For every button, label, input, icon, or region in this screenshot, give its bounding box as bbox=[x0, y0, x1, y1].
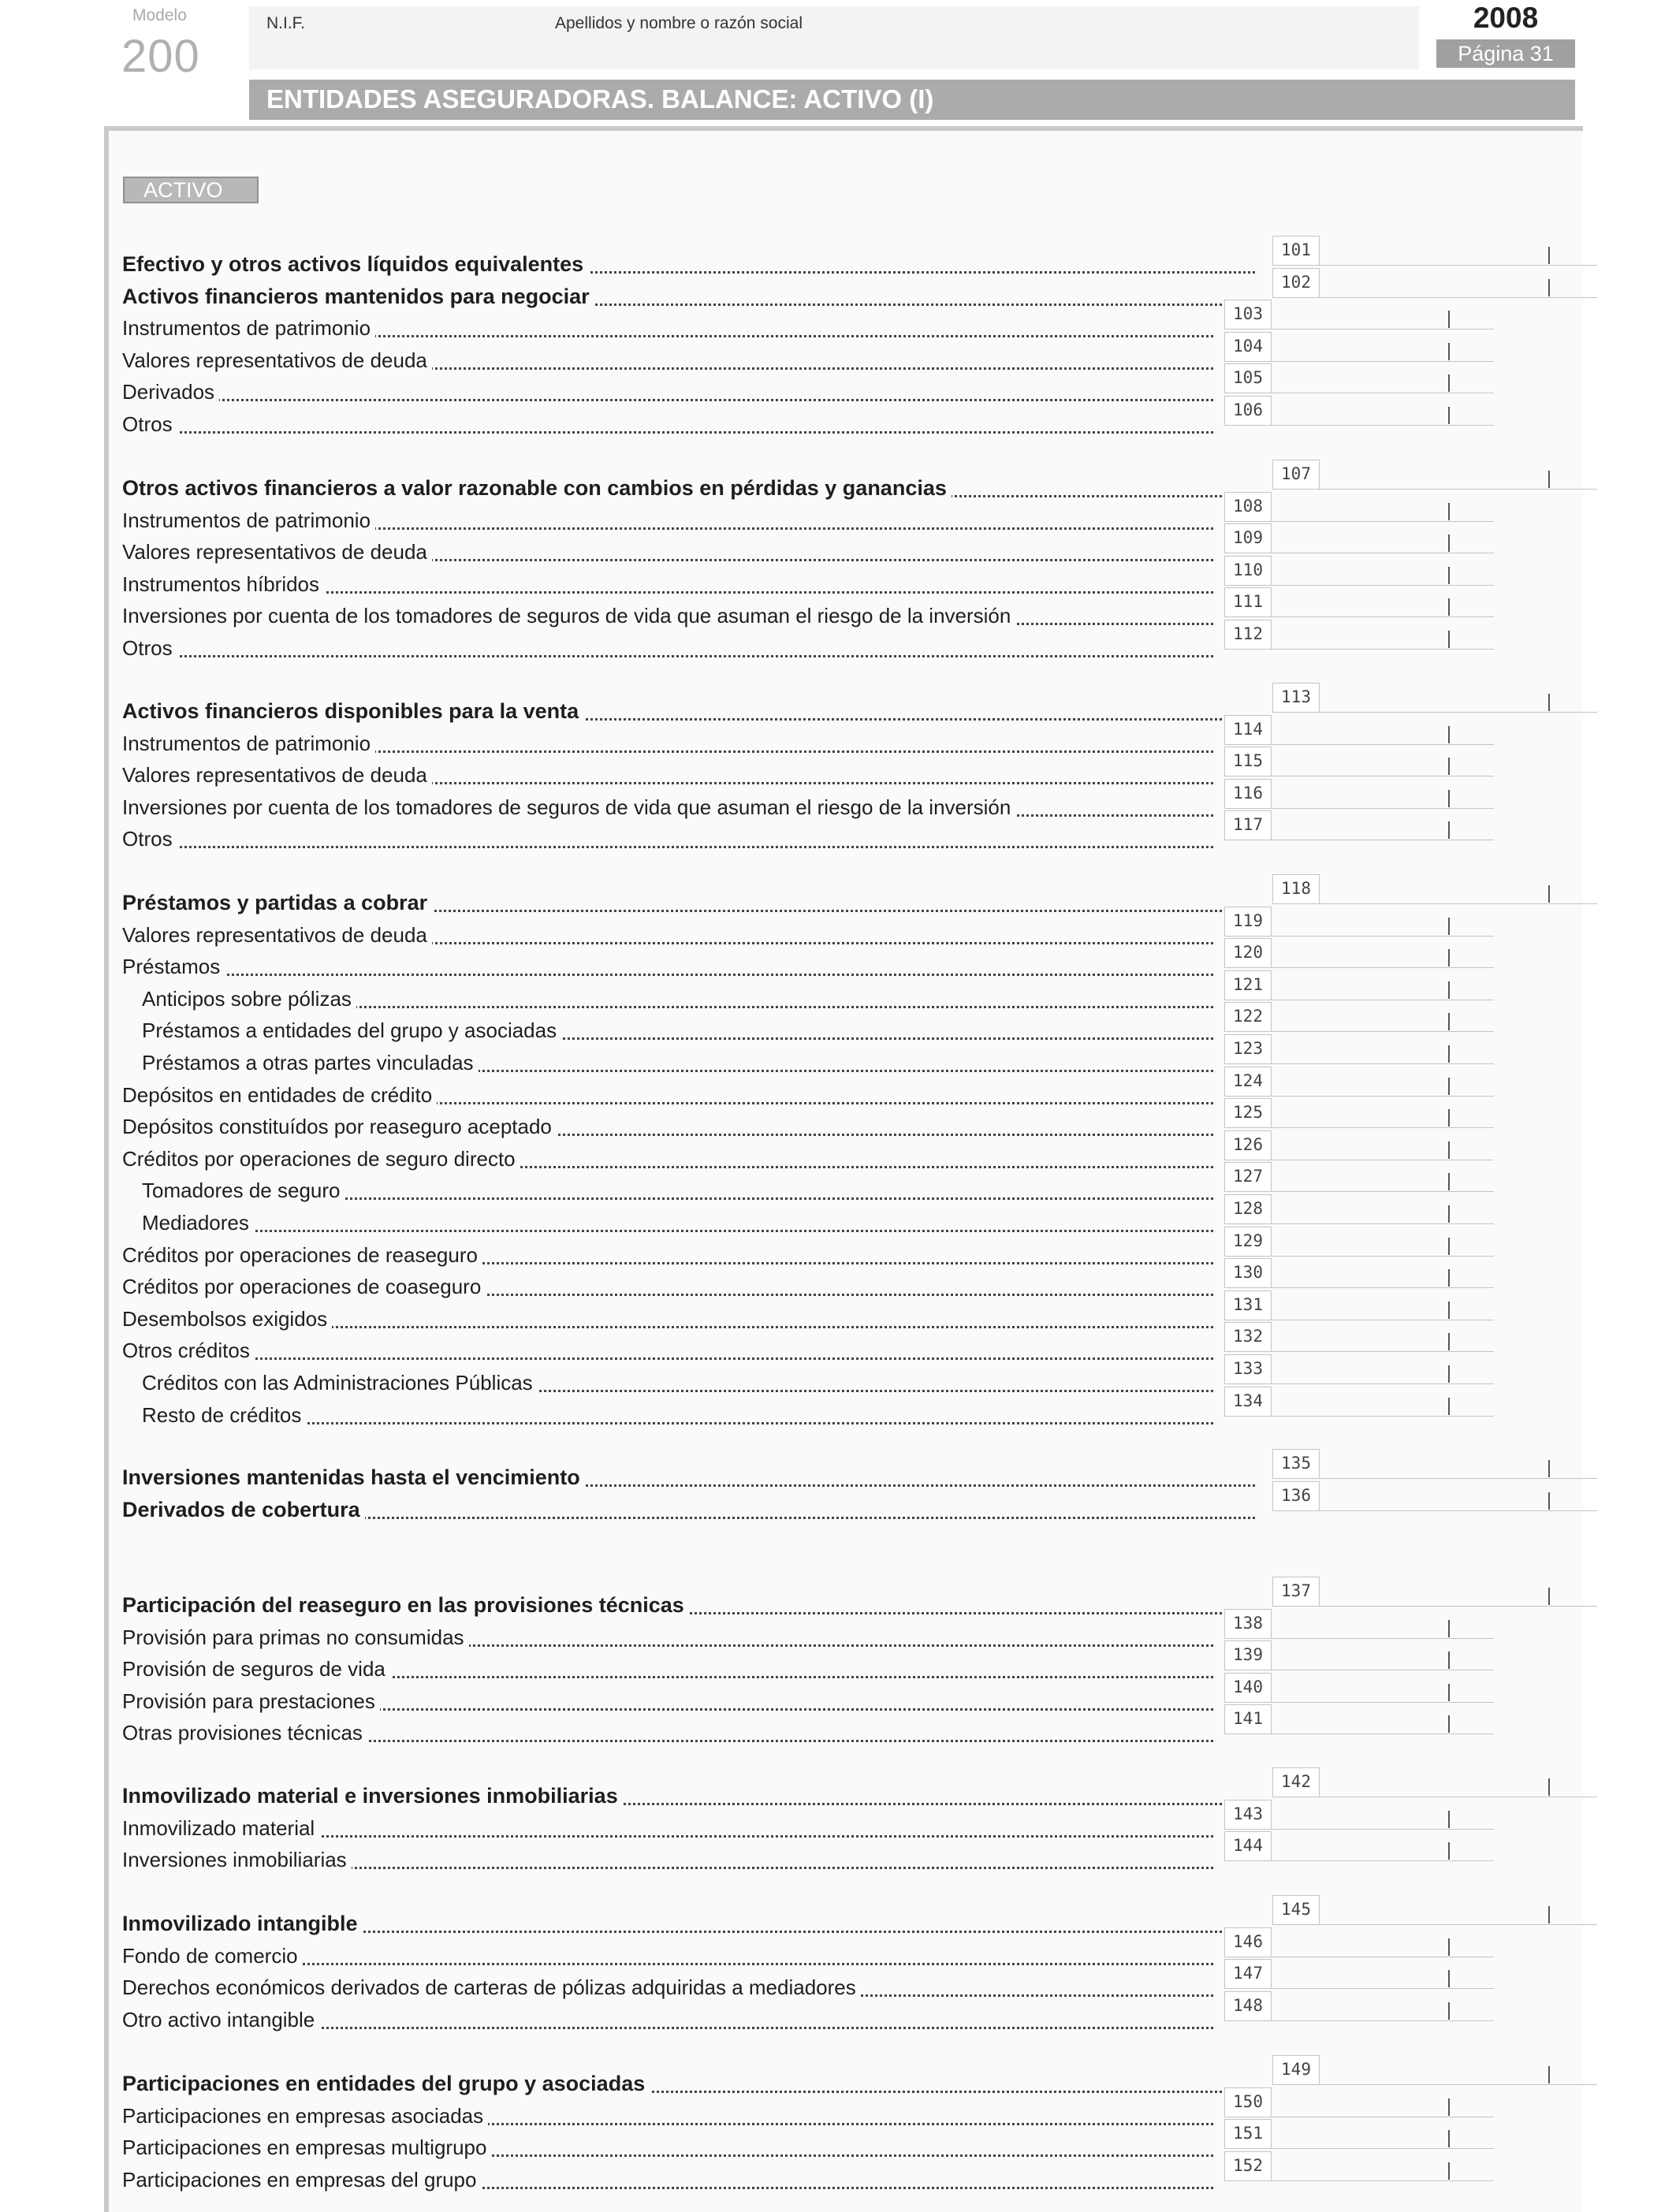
row-label bbox=[122, 1335, 1213, 1366]
row-label-text: Otros bbox=[122, 827, 177, 851]
row-code: 131 bbox=[1224, 1290, 1272, 1320]
amount-input[interactable] bbox=[1272, 363, 1494, 393]
row-label bbox=[122, 1494, 1255, 1525]
amount-input[interactable] bbox=[1272, 1002, 1494, 1032]
decimal-separator bbox=[1448, 374, 1450, 392]
row-label-text: Participaciones en empresas asociadas bbox=[122, 2104, 488, 2128]
row-code: 134 bbox=[1224, 1387, 1272, 1417]
row-code: 137 bbox=[1272, 1577, 1320, 1607]
row-label-text: Depósitos constituídos por reaseguro aceptado bbox=[122, 1115, 557, 1138]
amount-input[interactable] bbox=[1320, 683, 1597, 713]
row-code: 141 bbox=[1224, 1704, 1272, 1734]
row-label-text: Valores representativos de deuda bbox=[122, 923, 432, 947]
row-label bbox=[122, 1079, 1213, 1111]
decimal-separator bbox=[1448, 534, 1450, 552]
decimal-separator bbox=[1548, 1492, 1550, 1510]
amount-input[interactable] bbox=[1272, 1034, 1494, 1064]
row-label bbox=[122, 1972, 1213, 2003]
row-code: 109 bbox=[1224, 523, 1272, 553]
row-code: 118 bbox=[1272, 874, 1320, 904]
amount-input[interactable] bbox=[1272, 1800, 1494, 1830]
row-label bbox=[142, 1015, 1213, 1046]
row-code: 102 bbox=[1272, 268, 1320, 298]
row-label bbox=[122, 1462, 1255, 1493]
row-label bbox=[122, 376, 1213, 408]
row-label bbox=[122, 1940, 1213, 1972]
row-code: 103 bbox=[1224, 300, 1272, 330]
row-code: 128 bbox=[1224, 1194, 1272, 1224]
row-label bbox=[122, 2132, 1213, 2163]
row-code: 107 bbox=[1272, 460, 1320, 490]
decimal-separator bbox=[1548, 694, 1550, 711]
amount-input[interactable] bbox=[1272, 1162, 1494, 1192]
section-tab-activo: ACTIVO bbox=[123, 177, 259, 203]
decimal-separator bbox=[1448, 1684, 1450, 1701]
row-label-text: Otros bbox=[122, 636, 177, 660]
row-label-text: Préstamos y partidas a cobrar bbox=[122, 891, 432, 914]
row-label bbox=[122, 791, 1213, 823]
row-label-text: Inversiones por cuenta de los tomadores de seguros de vida que asuman el riesgo de la inversión bbox=[122, 795, 1015, 819]
row-label bbox=[142, 1367, 1213, 1398]
row-label bbox=[122, 312, 1213, 344]
row-label-text: Otros activos financieros a valor razonable con cambios en pérdidas y ganancias bbox=[122, 476, 952, 500]
row-label-text: Depósitos en entidades de crédito bbox=[122, 1083, 437, 1107]
decimal-separator bbox=[1448, 758, 1450, 775]
decimal-separator bbox=[1448, 2098, 1450, 2116]
row-label-text: Otro activo intangible bbox=[122, 2008, 319, 2031]
row-code: 112 bbox=[1224, 620, 1272, 650]
decimal-separator bbox=[1548, 1588, 1550, 1605]
row-code: 127 bbox=[1224, 1162, 1272, 1192]
decimal-separator bbox=[1548, 1460, 1550, 1477]
decimal-separator bbox=[1548, 279, 1550, 296]
decimal-separator bbox=[1548, 471, 1550, 488]
amount-input[interactable] bbox=[1272, 1927, 1494, 1957]
row-label bbox=[122, 2068, 1255, 2099]
decimal-separator bbox=[1448, 567, 1450, 584]
decimal-separator bbox=[1448, 1970, 1450, 1987]
row-code: 148 bbox=[1224, 1991, 1272, 2021]
row-label bbox=[122, 472, 1255, 504]
row-label-text: Instrumentos de patrimonio bbox=[122, 316, 375, 340]
row-code: 125 bbox=[1224, 1098, 1272, 1128]
decimal-separator bbox=[1448, 343, 1450, 360]
amount-input[interactable] bbox=[1272, 2151, 1494, 2181]
amount-input[interactable] bbox=[1272, 747, 1494, 776]
row-label-text: Resto de créditos bbox=[142, 1403, 306, 1427]
row-code: 124 bbox=[1224, 1067, 1272, 1097]
row-code: 132 bbox=[1224, 1322, 1272, 1352]
amount-input[interactable] bbox=[1272, 1640, 1494, 1670]
row-label bbox=[122, 951, 1213, 982]
row-code: 145 bbox=[1272, 1895, 1320, 1925]
row-label bbox=[142, 1175, 1213, 1206]
decimal-separator bbox=[1448, 1842, 1450, 1860]
nombre-label: Apellidos y nombre o razón social bbox=[555, 14, 803, 32]
amount-input[interactable] bbox=[1272, 587, 1494, 617]
amount-input[interactable] bbox=[1272, 970, 1494, 1000]
amount-input[interactable] bbox=[1272, 1831, 1494, 1861]
row-label bbox=[122, 919, 1213, 951]
modelo-label: Modelo bbox=[132, 6, 187, 24]
row-label bbox=[122, 823, 1213, 855]
row-label-text: Fondo de comercio bbox=[122, 1944, 303, 1968]
row-label bbox=[122, 344, 1213, 376]
row-code: 105 bbox=[1224, 363, 1272, 393]
row-label bbox=[122, 1717, 1213, 1748]
row-label-text: Valores representativos de deuda bbox=[122, 348, 432, 372]
row-code: 116 bbox=[1224, 779, 1272, 809]
amount-input[interactable] bbox=[1272, 1227, 1494, 1257]
amount-input[interactable] bbox=[1272, 2087, 1494, 2117]
decimal-separator bbox=[1448, 1811, 1450, 1828]
row-label-text: Derechos económicos derivados de carteras de pólizas adquiridas a mediadores bbox=[122, 1976, 861, 1999]
row-label-text: Activos financieros disponibles para la venta bbox=[122, 699, 583, 723]
nif-label: N.I.F. bbox=[266, 14, 306, 32]
row-label-text: Créditos por operaciones de reaseguro bbox=[122, 1243, 482, 1267]
decimal-separator bbox=[1448, 2130, 1450, 2147]
decimal-separator bbox=[1448, 503, 1450, 520]
row-label bbox=[122, 1303, 1213, 1335]
amount-input[interactable] bbox=[1320, 1481, 1597, 1511]
row-label-text: Desembolsos exigidos bbox=[122, 1307, 332, 1331]
amount-input[interactable] bbox=[1320, 460, 1597, 490]
amount-input[interactable] bbox=[1272, 2119, 1494, 2149]
amount-input[interactable] bbox=[1272, 556, 1494, 586]
amount-input[interactable] bbox=[1320, 2055, 1597, 2085]
amount-input[interactable] bbox=[1272, 1704, 1494, 1734]
decimal-separator bbox=[1448, 598, 1450, 616]
decimal-separator bbox=[1448, 1078, 1450, 1095]
amount-input[interactable] bbox=[1272, 492, 1494, 522]
row-label-text: Otros créditos bbox=[122, 1339, 255, 1362]
decimal-separator bbox=[1448, 1013, 1450, 1030]
amount-input[interactable] bbox=[1320, 236, 1597, 266]
row-label bbox=[122, 1908, 1255, 1939]
row-code: 117 bbox=[1224, 810, 1272, 840]
decimal-separator bbox=[1448, 1398, 1450, 1415]
amount-input[interactable] bbox=[1272, 620, 1494, 650]
amount-input[interactable] bbox=[1320, 1577, 1597, 1607]
page-title: ENTIDADES ASEGURADORAS. BALANCE: ACTIVO (I) bbox=[266, 84, 934, 114]
row-label bbox=[122, 2164, 1213, 2195]
row-code: 147 bbox=[1224, 1959, 1272, 1989]
amount-input[interactable] bbox=[1272, 1991, 1494, 2021]
row-code: 108 bbox=[1224, 492, 1272, 522]
row-label-text: Derivados de cobertura bbox=[122, 1498, 365, 1521]
amount-input[interactable] bbox=[1320, 874, 1597, 904]
row-label-text: Inmovilizado intangible bbox=[122, 1912, 363, 1935]
amount-input[interactable] bbox=[1272, 1130, 1494, 1160]
row-code: 150 bbox=[1224, 2087, 1272, 2117]
row-code: 106 bbox=[1224, 396, 1272, 426]
row-label-text: Inversiones inmobiliarias bbox=[122, 1848, 352, 1871]
amount-input[interactable] bbox=[1272, 332, 1494, 362]
amount-input[interactable] bbox=[1272, 1194, 1494, 1224]
row-label bbox=[142, 1047, 1213, 1078]
row-label bbox=[142, 1399, 1213, 1431]
row-code: 138 bbox=[1224, 1609, 1272, 1639]
decimal-separator bbox=[1448, 407, 1450, 424]
row-label-text: Instrumentos de patrimonio bbox=[122, 508, 375, 532]
row-code: 115 bbox=[1224, 747, 1272, 776]
decimal-separator bbox=[1548, 2066, 1550, 2084]
row-label-text: Provisión para prestaciones bbox=[122, 1689, 380, 1713]
decimal-separator bbox=[1448, 1715, 1450, 1733]
row-label bbox=[122, 759, 1213, 791]
row-code: 143 bbox=[1224, 1800, 1272, 1830]
row-label bbox=[122, 1685, 1213, 1717]
decimal-separator bbox=[1448, 1045, 1450, 1063]
row-code: 135 bbox=[1272, 1449, 1320, 1479]
row-label bbox=[122, 536, 1213, 568]
amount-input[interactable] bbox=[1272, 1098, 1494, 1128]
row-label-text: Activos financieros mantenidos para negociar bbox=[122, 285, 594, 308]
modelo-number: 200 bbox=[121, 31, 200, 82]
decimal-separator bbox=[1448, 790, 1450, 807]
amount-input[interactable] bbox=[1272, 1959, 1494, 1989]
row-label bbox=[122, 1780, 1255, 1812]
row-label bbox=[122, 281, 1255, 312]
row-code: 152 bbox=[1224, 2151, 1272, 2181]
row-label bbox=[122, 2004, 1213, 2035]
decimal-separator bbox=[1448, 1141, 1450, 1159]
row-code: 111 bbox=[1224, 587, 1272, 617]
amount-input[interactable] bbox=[1272, 1322, 1494, 1352]
row-label bbox=[122, 632, 1213, 664]
row-code: 120 bbox=[1224, 938, 1272, 968]
decimal-separator bbox=[1448, 311, 1450, 328]
row-code: 149 bbox=[1272, 2055, 1320, 2085]
row-label-text: Participación del reaseguro en las provisiones técnicas bbox=[122, 1593, 689, 1617]
decimal-separator bbox=[1448, 1652, 1450, 1669]
amount-input[interactable] bbox=[1272, 1673, 1494, 1703]
decimal-separator bbox=[1448, 631, 1450, 648]
row-label-text: Créditos con las Administraciones Públicas bbox=[142, 1371, 538, 1395]
row-label bbox=[122, 1239, 1213, 1271]
amount-input[interactable] bbox=[1272, 1387, 1494, 1417]
row-label-text: Préstamos a entidades del grupo y asociadas bbox=[142, 1018, 561, 1042]
decimal-separator bbox=[1448, 821, 1450, 839]
amount-input[interactable] bbox=[1272, 396, 1494, 426]
decimal-separator bbox=[1448, 1365, 1450, 1383]
row-code: 142 bbox=[1272, 1767, 1320, 1797]
amount-input[interactable] bbox=[1272, 907, 1494, 937]
year: 2008 bbox=[1473, 2, 1539, 34]
decimal-separator bbox=[1448, 1620, 1450, 1637]
row-label-text: Participaciones en empresas del grupo bbox=[122, 2168, 481, 2192]
decimal-separator bbox=[1448, 1205, 1450, 1223]
decimal-separator bbox=[1448, 2162, 1450, 2180]
row-code: 114 bbox=[1224, 715, 1272, 745]
amount-input[interactable] bbox=[1272, 1354, 1494, 1384]
row-code: 110 bbox=[1224, 556, 1272, 586]
row-code: 146 bbox=[1224, 1927, 1272, 1957]
row-label-text: Préstamos a otras partes vinculadas bbox=[142, 1051, 479, 1074]
decimal-separator bbox=[1448, 1302, 1450, 1319]
row-code: 101 bbox=[1272, 236, 1320, 266]
amount-input[interactable] bbox=[1272, 1290, 1494, 1320]
amount-input[interactable] bbox=[1272, 523, 1494, 553]
row-label bbox=[122, 2100, 1213, 2132]
row-label bbox=[122, 600, 1213, 631]
row-code: 151 bbox=[1224, 2119, 1272, 2149]
row-code: 129 bbox=[1224, 1227, 1272, 1257]
row-code: 104 bbox=[1224, 332, 1272, 362]
row-label-text: Préstamos bbox=[122, 955, 225, 978]
amount-input[interactable] bbox=[1272, 715, 1494, 745]
row-label-text: Créditos por operaciones de seguro directo bbox=[122, 1147, 520, 1171]
amount-input[interactable] bbox=[1272, 300, 1494, 330]
amount-input[interactable] bbox=[1272, 779, 1494, 809]
row-label-text: Inversiones mantenidas hasta el vencimiento bbox=[122, 1465, 585, 1489]
amount-input[interactable] bbox=[1320, 1767, 1597, 1797]
amount-input[interactable] bbox=[1320, 268, 1597, 298]
page-number: Página 31 bbox=[1436, 39, 1575, 68]
amount-input[interactable] bbox=[1272, 810, 1494, 840]
row-label-text: Otros bbox=[122, 412, 177, 436]
row-label-text: Inversiones por cuenta de los tomadores de seguros de vida que asuman el riesgo de la inversión bbox=[122, 604, 1015, 627]
row-code: 121 bbox=[1224, 970, 1272, 1000]
row-code: 122 bbox=[1224, 1002, 1272, 1032]
decimal-separator bbox=[1448, 918, 1450, 935]
title-bar bbox=[249, 80, 1575, 120]
decimal-separator bbox=[1548, 885, 1550, 903]
decimal-separator bbox=[1448, 949, 1450, 966]
amount-input[interactable] bbox=[1320, 1895, 1597, 1925]
row-label-text: Participaciones en empresas multigrupo bbox=[122, 2136, 491, 2159]
row-label-text: Valores representativos de deuda bbox=[122, 763, 432, 787]
decimal-separator bbox=[1448, 726, 1450, 743]
row-label-text: Efectivo y otros activos líquidos equivalentes bbox=[122, 252, 588, 276]
decimal-separator bbox=[1548, 1778, 1550, 1796]
row-code: 130 bbox=[1224, 1258, 1272, 1288]
row-label bbox=[122, 1622, 1213, 1653]
row-label bbox=[142, 1207, 1213, 1238]
row-label-text: Créditos por operaciones de coaseguro bbox=[122, 1275, 486, 1298]
decimal-separator bbox=[1448, 1938, 1450, 1956]
row-label bbox=[122, 1271, 1213, 1302]
row-label-text: Instrumentos híbridos bbox=[122, 572, 324, 596]
row-code: 144 bbox=[1224, 1831, 1272, 1861]
row-label-text: Mediadores bbox=[142, 1211, 254, 1234]
row-label bbox=[122, 1812, 1213, 1844]
row-label bbox=[122, 695, 1255, 727]
row-label-text: Provisión para primas no consumidas bbox=[122, 1625, 469, 1649]
row-label bbox=[122, 1844, 1213, 1875]
row-code: 123 bbox=[1224, 1034, 1272, 1064]
row-label bbox=[122, 728, 1213, 759]
row-label-text: Participaciones en entidades del grupo y asociadas bbox=[122, 2072, 650, 2095]
row-code: 140 bbox=[1224, 1673, 1272, 1703]
row-label bbox=[122, 408, 1213, 440]
decimal-separator bbox=[1448, 1238, 1450, 1255]
decimal-separator bbox=[1548, 1906, 1550, 1923]
row-label-text: Derivados bbox=[122, 380, 219, 404]
row-label-text: Provisión de seguros de vida bbox=[122, 1657, 390, 1681]
row-label-text: Valores representativos de deuda bbox=[122, 540, 432, 564]
decimal-separator bbox=[1448, 1173, 1450, 1190]
row-label bbox=[122, 1143, 1213, 1175]
row-label-text: Inmovilizado material bbox=[122, 1816, 319, 1840]
row-label bbox=[122, 1111, 1213, 1142]
row-label-text: Tomadores de seguro bbox=[142, 1179, 345, 1202]
decimal-separator bbox=[1548, 247, 1550, 264]
row-label bbox=[122, 1589, 1255, 1621]
row-label bbox=[122, 568, 1213, 600]
row-code: 119 bbox=[1224, 907, 1272, 937]
row-code: 136 bbox=[1272, 1481, 1320, 1511]
row-label bbox=[122, 1653, 1213, 1685]
row-label bbox=[122, 248, 1255, 280]
decimal-separator bbox=[1448, 1109, 1450, 1126]
amount-input[interactable] bbox=[1272, 1067, 1494, 1097]
amount-input[interactable] bbox=[1272, 1609, 1494, 1639]
row-label bbox=[122, 505, 1213, 536]
taxpayer-header-box bbox=[249, 6, 1419, 69]
decimal-separator bbox=[1448, 981, 1450, 999]
row-code: 126 bbox=[1224, 1130, 1272, 1160]
row-label-text: Instrumentos de patrimonio bbox=[122, 732, 375, 755]
row-code: 133 bbox=[1224, 1354, 1272, 1384]
row-label bbox=[142, 983, 1213, 1015]
decimal-separator bbox=[1448, 1269, 1450, 1287]
decimal-separator bbox=[1448, 2002, 1450, 2020]
amount-input[interactable] bbox=[1272, 938, 1494, 968]
row-label-text: Anticipos sobre pólizas bbox=[142, 987, 356, 1011]
amount-input[interactable] bbox=[1272, 1258, 1494, 1288]
row-label-text: Otras provisiones técnicas bbox=[122, 1721, 367, 1745]
row-label bbox=[122, 887, 1255, 918]
amount-input[interactable] bbox=[1320, 1449, 1597, 1479]
decimal-separator bbox=[1448, 1333, 1450, 1350]
row-code: 113 bbox=[1272, 683, 1320, 713]
row-code: 139 bbox=[1224, 1640, 1272, 1670]
row-label-text: Inmovilizado material e inversiones inmobiliarias bbox=[122, 1784, 623, 1808]
